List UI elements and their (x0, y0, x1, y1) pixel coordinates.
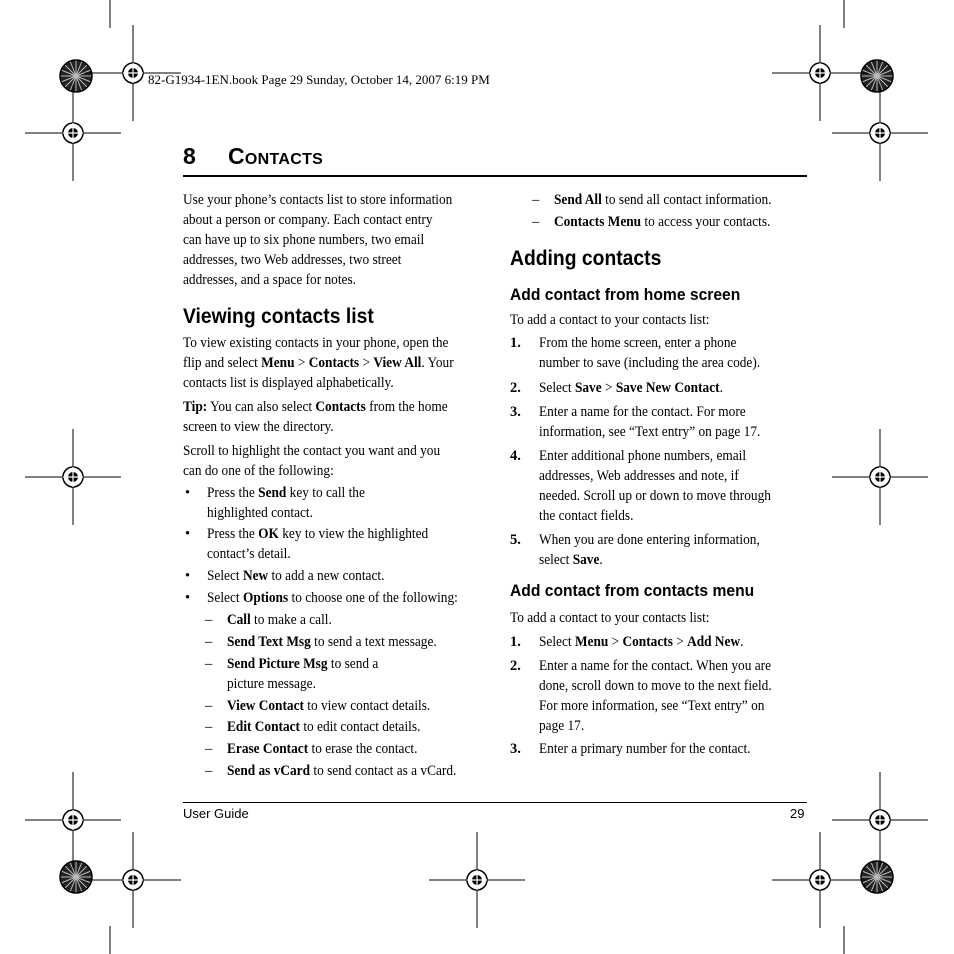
contacts-menu-subheading: Add contact from contacts menu (510, 581, 755, 600)
registration-crosshair-icon (832, 429, 928, 525)
scroll-paragraph: Scroll to highlight the contact you want and you can do one of the following: (183, 443, 441, 479)
registration-star-icon (861, 60, 893, 92)
registration-crosshair-icon (429, 832, 525, 928)
menu-lead: To add a contact to your contacts list: (510, 610, 710, 626)
registration-star-icon (60, 60, 92, 92)
footer-rule (183, 802, 807, 803)
print-slug: 82-G1934-1EN.book Page 29 Sunday, October 14, 2007 6:19 PM (148, 72, 490, 87)
registration-crosshair-icon (25, 85, 121, 181)
home-lead: To add a contact to your contacts list: (510, 312, 710, 328)
tip-paragraph: Tip: You can also select Contacts from the home screen to view the directory. (183, 399, 448, 435)
registration-crosshair-icon (772, 25, 868, 121)
chapter-number: 8 (183, 143, 196, 169)
registration-star-icon (60, 861, 92, 893)
registration-crosshair-icon (772, 832, 868, 928)
intro-paragraph: Use your phone’s contacts list to store information about a person or company. Each contact entry can have up to six phone numbers, two email addresses, two Web addresses, two street addresses, and a space for notes. (183, 192, 453, 288)
footer-title: User Guide (183, 806, 249, 821)
page-number: 29 (790, 806, 805, 821)
registration-crosshair-icon (832, 772, 928, 868)
registration-crosshair-icon (832, 85, 928, 181)
registration-crosshair-icon (85, 832, 181, 928)
registration-star-icon (861, 861, 893, 893)
viewing-paragraph: To view existing contacts in your phone, open the flip and select Menu > Contacts > View All. Your contacts list is displayed alphabetically. (183, 335, 454, 391)
viewing-heading: Viewing contacts list (183, 305, 374, 328)
adding-heading: Adding contacts (510, 247, 662, 270)
registration-crosshair-icon (25, 429, 121, 525)
chapter-rule (183, 175, 807, 177)
registration-crosshair-icon (25, 772, 121, 868)
home-screen-subheading: Add contact from home screen (510, 285, 741, 304)
chapter-title: Contacts (228, 143, 324, 169)
